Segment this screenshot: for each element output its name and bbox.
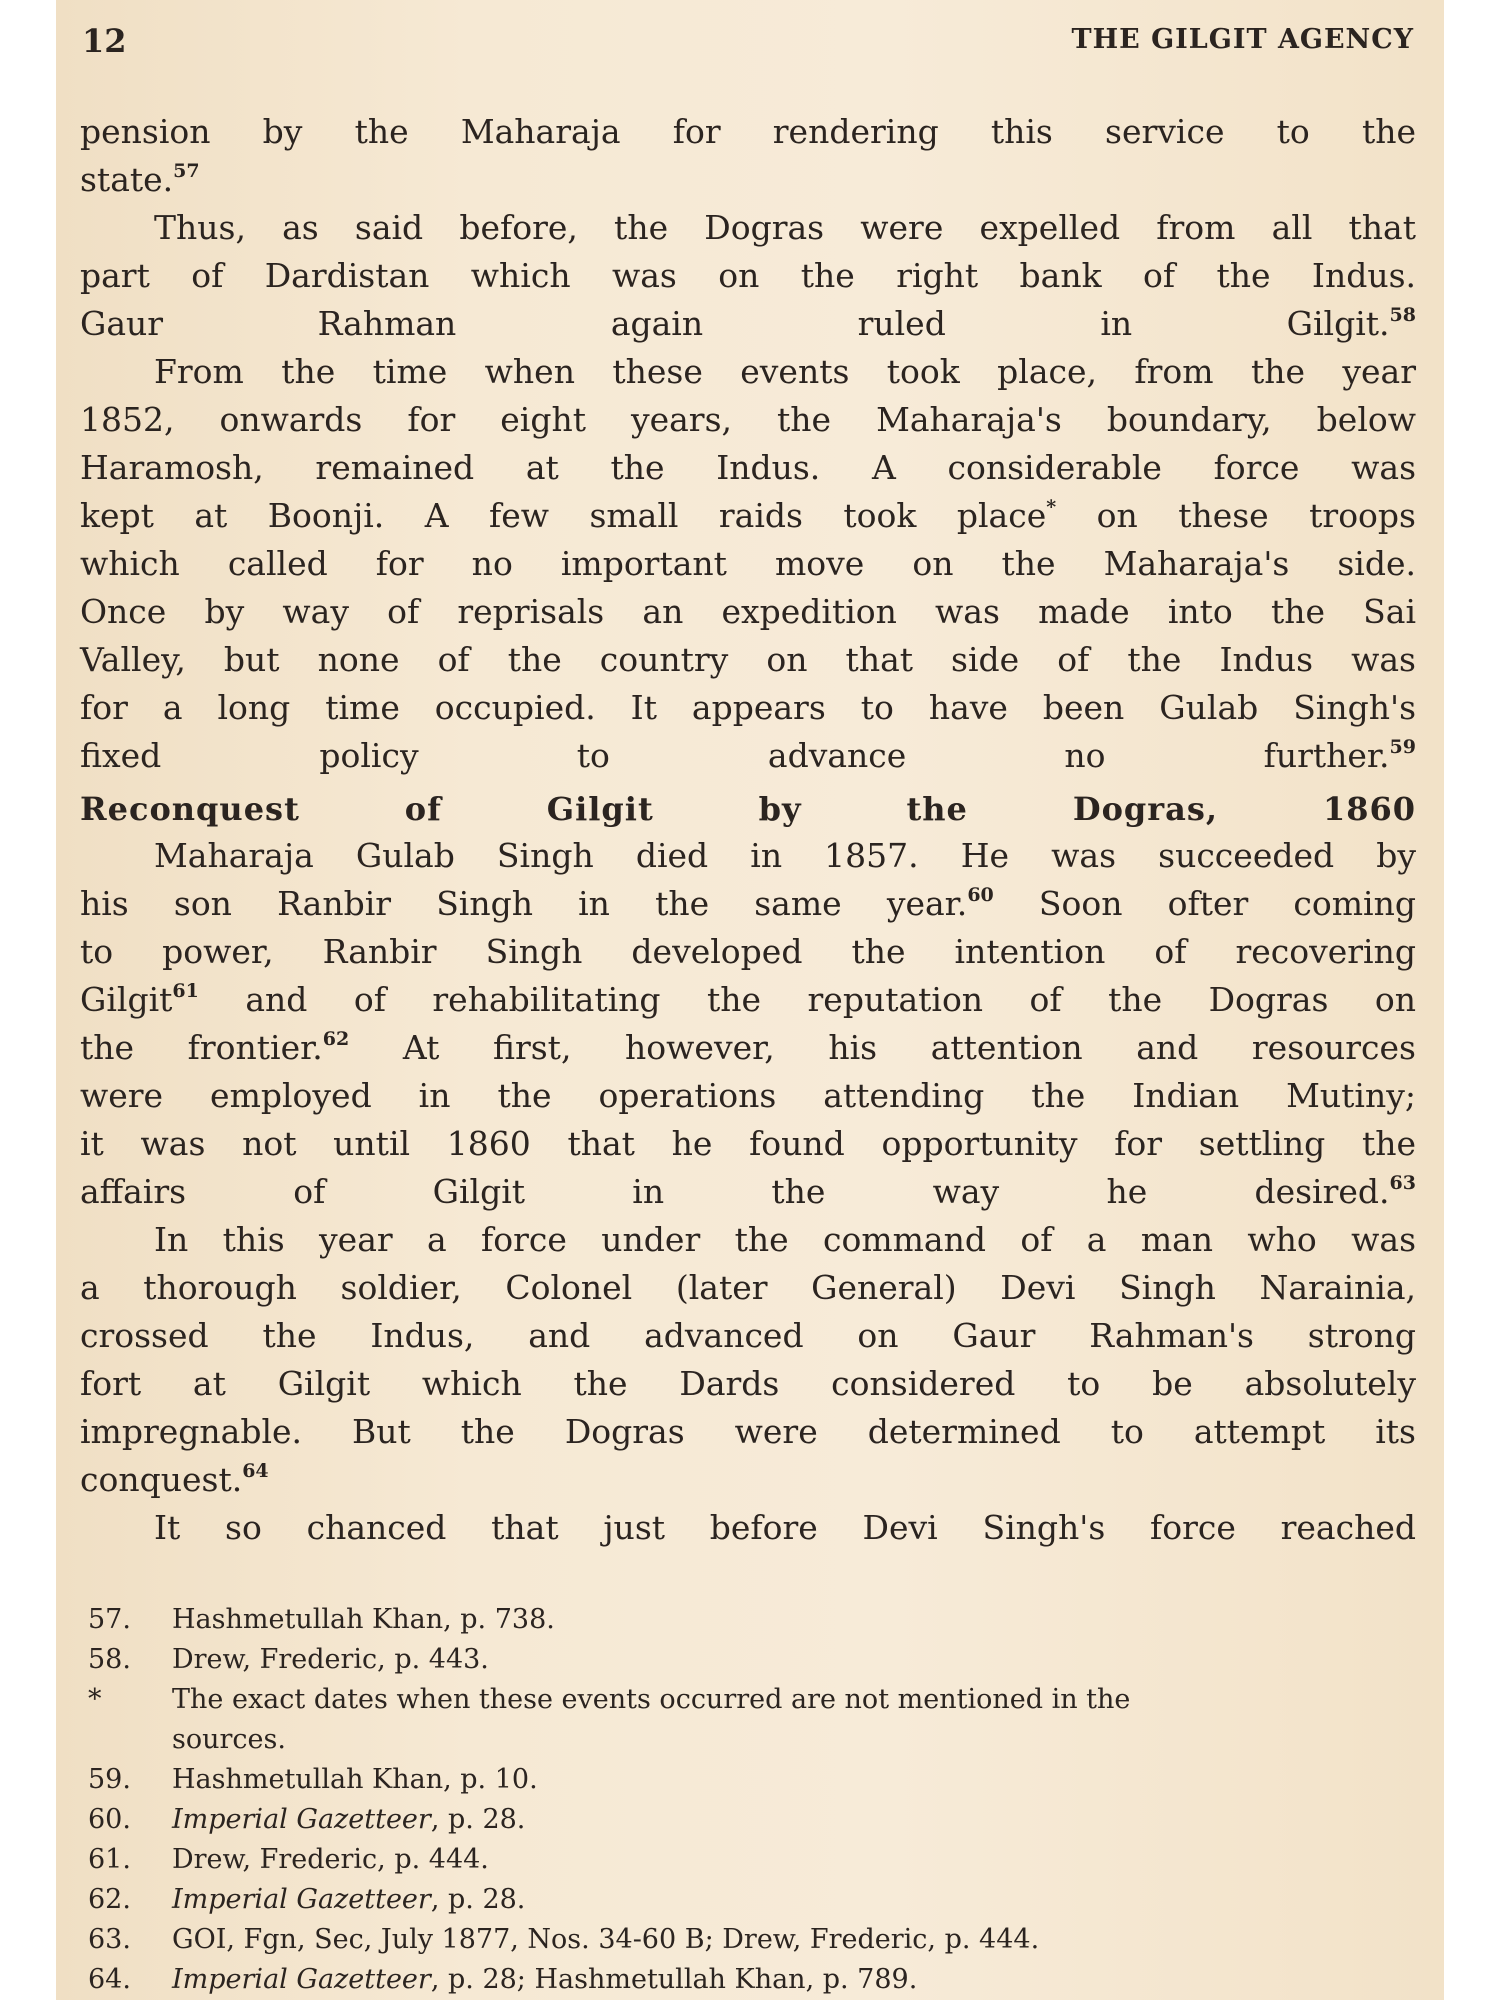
text-line <box>80 1408 1416 1456</box>
line-text: on these troops <box>1056 496 1416 535</box>
footnote-text <box>172 1840 1418 1880</box>
line-text: Soon ofter coming <box>993 884 1416 923</box>
text-line <box>80 1504 1416 1552</box>
footnote-text <box>172 1800 1418 1840</box>
footnote-number: 57. <box>88 1604 131 1635</box>
text-line <box>80 1312 1416 1360</box>
line-text: 1852, onwards for eight years, the Maharaja's boundary, below <box>80 400 1416 439</box>
line-content <box>80 976 1416 1024</box>
footnote-number: 58. <box>88 1644 131 1675</box>
text-line <box>80 928 1416 976</box>
line-content <box>80 156 1416 204</box>
footnote-text <box>172 1680 1418 1720</box>
line-text: for a long time occupied. It appears to have been Gulab Singh's <box>80 688 1416 727</box>
footnote-number-spacer <box>88 1720 172 1760</box>
text-line <box>80 348 1416 396</box>
text-line <box>80 444 1416 492</box>
line-text: From the time when these events took place, from the year <box>154 352 1416 391</box>
footnote-number: 61. <box>88 1844 131 1875</box>
footnote-citation: , p. 28; Hashmetullah Khan, p. 789. <box>430 1964 918 1995</box>
line-text: fort at Gilgit which the Dards considered to be absolutely <box>80 1364 1416 1403</box>
footnote <box>88 1840 1418 1880</box>
line-text: Once by way of reprisals an expedition was made into the Sai <box>80 592 1416 631</box>
footnote <box>88 1680 1418 1720</box>
footnote-text <box>172 1960 1418 2000</box>
line-content <box>80 1168 1416 1216</box>
text-line <box>80 976 1416 1024</box>
line-text: the frontier. <box>80 1028 323 1067</box>
text-line <box>80 540 1416 588</box>
page-number: 12 <box>82 22 127 60</box>
footnote <box>88 1960 1418 2000</box>
footnote-citation: Drew, Frederic, p. 444. <box>172 1844 489 1875</box>
footnote-reference: 59 <box>1389 736 1416 758</box>
footnote-title: Imperial Gazetteer <box>172 1964 431 1995</box>
text-line <box>80 1456 1416 1504</box>
footnote <box>88 1800 1418 1840</box>
line-text: pension by the Maharaja for rendering this service to the <box>80 112 1416 151</box>
footnote-number: 63. <box>88 1924 131 1955</box>
footnote-text <box>172 1600 1418 1640</box>
footnote <box>88 1880 1418 1920</box>
text-line <box>80 492 1416 540</box>
footnote-reference: 64 <box>242 1460 269 1482</box>
footnote-reference: 60 <box>967 884 994 906</box>
line-text: It so chanced that just before Devi Singh's force reached <box>154 1508 1416 1547</box>
text-line <box>80 684 1416 732</box>
line-content <box>80 780 1416 832</box>
footnote <box>88 1760 1418 1800</box>
line-text: affairs of Gilgit in the way he desired. <box>80 1172 1390 1211</box>
footnote-reference: * <box>1046 496 1057 518</box>
footnote-text: sources. <box>172 1724 286 1755</box>
footnote-reference: 62 <box>322 1028 350 1050</box>
line-text: state. <box>80 160 174 199</box>
text-line <box>80 1216 1416 1264</box>
line-text: crossed the Indus, and advanced on Gaur Rahman's strong <box>80 1316 1416 1355</box>
footnote-reference: 61 <box>172 980 199 1002</box>
text-line <box>80 588 1416 636</box>
footnote-citation: , p. 28. <box>430 1804 526 1835</box>
footnote-citation: GOI, Fgn, Sec, July 1877, Nos. 34-60 B; Drew, Frederic, p. 444. <box>172 1924 1040 1955</box>
line-text: a thorough soldier, Colonel (later General) Devi Singh Narainia, <box>80 1268 1416 1307</box>
line-text: In this year a force under the command of a man who was <box>154 1220 1416 1259</box>
footnote-title: Imperial Gazetteer <box>172 1884 431 1915</box>
footnote-text <box>172 1880 1418 1920</box>
line-text: were employed in the operations attending the Indian Mutiny; <box>80 1076 1416 1115</box>
line-content <box>80 300 1416 348</box>
footnote <box>88 1920 1418 1960</box>
line-text: Gaur Rahman again ruled in Gilgit. <box>80 304 1390 343</box>
text-line <box>80 204 1416 252</box>
line-text: Haramosh, remained at the Indus. A considerable force was <box>80 448 1416 487</box>
footnote-citation: Hashmetullah Khan, p. 10. <box>172 1764 538 1795</box>
footnotes <box>88 1600 1418 2000</box>
text-line <box>80 832 1416 880</box>
footnote-text <box>172 1760 1418 1800</box>
footnote-citation: , p. 28. <box>430 1884 526 1915</box>
line-content <box>80 1456 1416 1504</box>
line-text: fixed policy to advance no further. <box>80 736 1390 775</box>
footnote-citation: The exact dates when these events occurred are not mentioned in the <box>172 1684 1131 1715</box>
line-content <box>80 880 1416 928</box>
body-text <box>80 108 1416 1552</box>
line-text: Gilgit <box>80 980 173 1019</box>
line-content <box>80 492 1416 540</box>
line-text: part of Dardistan which was on the right bank of the Indus. <box>80 256 1416 295</box>
text-line <box>80 880 1416 928</box>
line-text: Thus, as said before, the Dogras were expelled from all that <box>154 208 1416 247</box>
footnote-number: 59. <box>88 1764 131 1795</box>
line-text: it was not until 1860 that he found opportunity for settling the <box>80 1124 1416 1163</box>
text-line <box>80 1072 1416 1120</box>
text-line <box>80 252 1416 300</box>
text-line <box>80 1360 1416 1408</box>
footnote-reference: 58 <box>1389 304 1416 326</box>
footnote-number: * <box>88 1684 102 1715</box>
line-text: his son Ranbir Singh in the same year. <box>80 884 968 923</box>
text-line <box>80 156 1416 204</box>
footnote-title: Imperial Gazetteer <box>172 1804 431 1835</box>
line-text: to power, Ranbir Singh developed the intention of recovering <box>80 932 1416 971</box>
line-text: Valley, but none of the country on that side of the Indus was <box>80 640 1416 679</box>
running-title: THE GILGIT AGENCY <box>1071 24 1414 55</box>
footnote-continuation <box>88 1720 1418 1760</box>
line-text: kept at Boonji. A few small raids took place <box>80 496 1047 535</box>
text-line <box>80 108 1416 156</box>
line-text: which called for no important move on the Maharaja's side. <box>80 544 1416 583</box>
line-content <box>80 732 1416 780</box>
line-text: Reconquest of Gilgit by the Dogras, 1860 <box>80 790 1416 828</box>
text-line <box>80 732 1416 780</box>
text-line <box>80 636 1416 684</box>
line-text: impregnable. But the Dogras were determined to attempt its <box>80 1412 1416 1451</box>
text-line <box>80 300 1416 348</box>
footnote-citation: Hashmetullah Khan, p. 738. <box>172 1604 555 1635</box>
line-text: At first, however, his attention and resources <box>349 1028 1416 1067</box>
text-line <box>80 1120 1416 1168</box>
section-heading <box>80 780 1416 832</box>
text-line <box>80 1168 1416 1216</box>
footnote <box>88 1600 1418 1640</box>
text-line <box>80 1264 1416 1312</box>
text-line <box>80 1024 1416 1072</box>
footnote-citation: Drew, Frederic, p. 443. <box>172 1644 489 1675</box>
footnote-number: 62. <box>88 1884 131 1915</box>
footnote-number: 60. <box>88 1804 131 1835</box>
line-text: Maharaja Gulab Singh died in 1857. He was succeeded by <box>154 836 1416 875</box>
footnote <box>88 1640 1418 1680</box>
text-line <box>80 396 1416 444</box>
footnote-reference: 57 <box>173 160 200 182</box>
footnote-number: 64. <box>88 1964 131 1995</box>
footnote-text <box>172 1920 1418 1960</box>
line-text: and of rehabilitating the reputation of the Dogras on <box>198 980 1416 1019</box>
line-text: conquest. <box>80 1460 243 1499</box>
footnote-text <box>172 1640 1418 1680</box>
footnote-reference: 63 <box>1389 1172 1416 1194</box>
line-content <box>80 1024 1416 1072</box>
